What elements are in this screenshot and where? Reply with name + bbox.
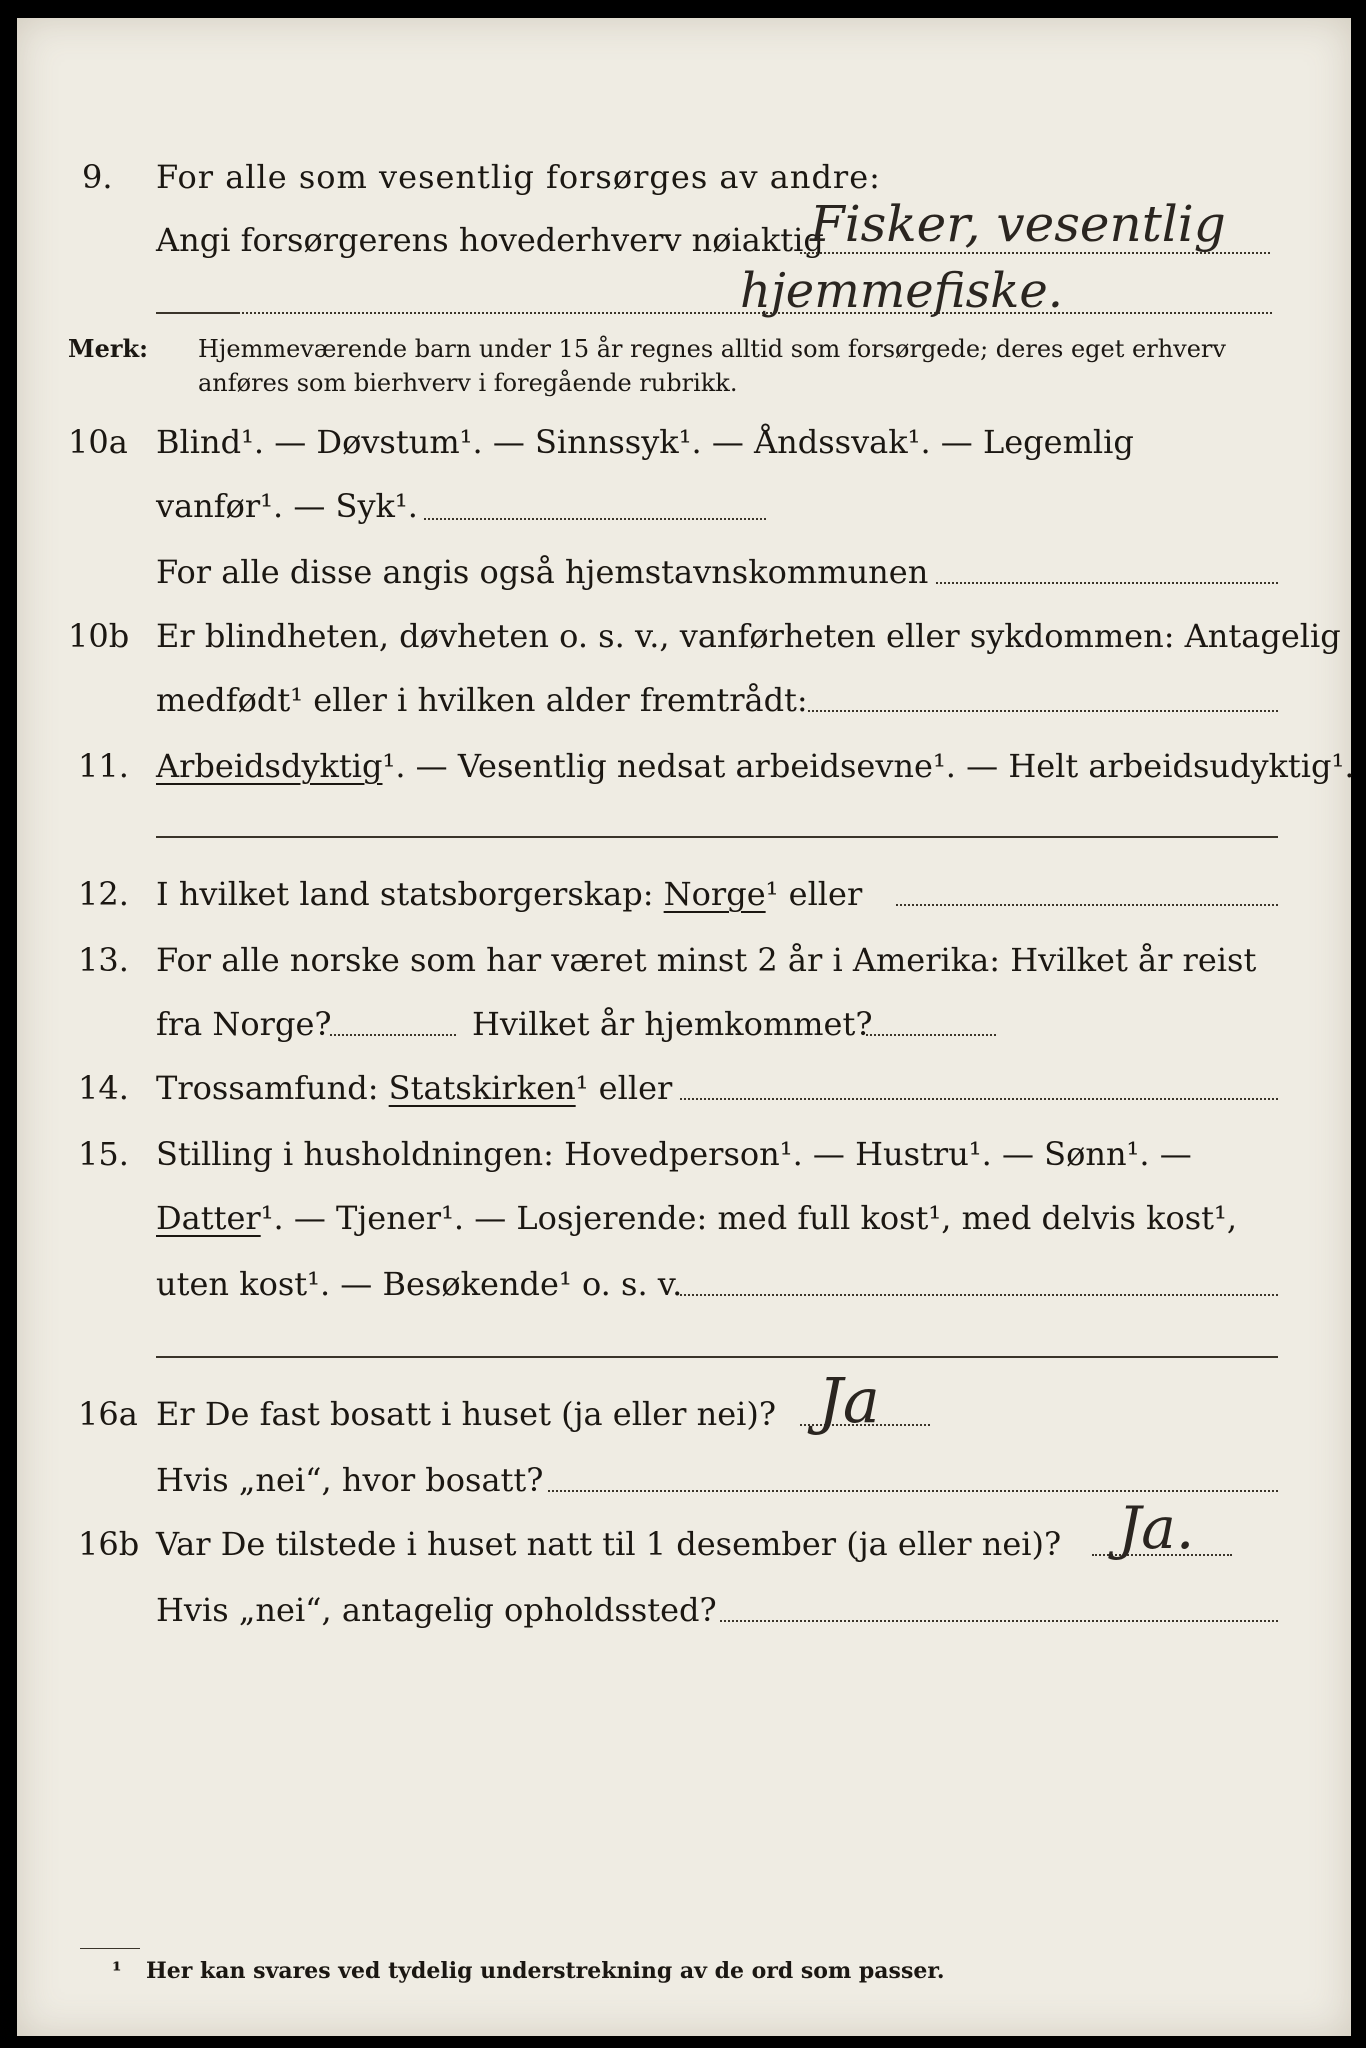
q16b-line2: Hvis „nei“, antagelig opholdssted? [156,1591,717,1629]
q16b-handwritten-answer: Ja. [1118,1494,1195,1562]
q15-line3: uten kost¹. — Besøkende¹ o. s. v. [156,1265,683,1303]
q9-line2: Angi forsørgerens hovederhverv nøiaktig [156,221,824,259]
q11-number: 11. [78,747,129,785]
q15-line1: Stilling i husholdningen: Hovedperson¹. — Hustru¹. — Sønn¹. — [156,1135,1192,1173]
q10a-number: 10a [68,423,128,461]
q10a-fill-line2 [424,518,766,520]
footnote-mark: ¹ [112,1958,122,1984]
q13-line2a: fra Norge? [156,1005,332,1043]
q16b-line1: Var De tilstede i huset natt til 1 desember (ja eller nei)? [156,1525,1062,1563]
q11-underlined-answer: Arbeidsdyktig [156,747,383,785]
q14-line [156,1068,672,1108]
q16a-line2: Hvis „nei“, hvor bosatt? [156,1461,544,1499]
q15-line2 [156,1198,1237,1238]
merk-label: Merk: [68,334,148,363]
q12-post: ¹ eller [765,875,863,913]
q16a-line1: Er De fast bosatt i huset (ja eller nei)? [156,1395,777,1433]
q14-number: 14. [78,1069,129,1107]
q10b-line2: medfødt¹ eller i hvilken alder fremtrådt: [156,681,808,719]
q16a-fill-line2 [548,1490,1278,1492]
q11-blank-rule [156,836,1278,838]
q13-number: 13. [78,941,129,979]
q9-number: 9. [82,158,113,196]
q15-line2-rest: ¹. — Tjener¹. — Losjerende: med full kost¹, med delvis kost¹, [260,1199,1238,1237]
q13-line1: For alle norske som har været minst 2 år i Amerika: Hvilket år reist [156,941,1257,979]
q12-number: 12. [78,875,129,913]
q16b-number: 16b [78,1525,140,1563]
q11-rest: ¹. — Vesentlig nedsat arbeidsevne¹. — Helt arbeidsudyktig¹. [382,747,1355,785]
q14-post: ¹ eller [575,1069,673,1107]
q14-question: Trossamfund: [156,1069,379,1107]
merk-line2: anføres som bierhverv i foregående rubrikk. [198,369,738,397]
q13-fill-hjemkommet [866,1034,996,1036]
q10b-fill-line2 [808,710,1278,712]
q12-underlined-answer: Norge [663,875,766,913]
q12-question: I hvilket land statsborgerskap: [156,875,654,913]
q12-fill [896,904,1278,906]
footnote-text: Her kan svares ved tydelig understrekning av de ord som passer. [146,1958,945,1984]
q16a-handwritten-answer: Ja [818,1364,880,1437]
footnote-rule [80,1948,140,1949]
q10b-number: 10b [68,617,130,655]
q10b-line1: Er blindheten, døvheten o. s. v., vanførheten eller sykdommen: Antagelig [156,617,1341,655]
q10a-line3: For alle disse angis også hjemstavnskommunen [156,553,929,591]
q10a-fill-line3 [936,582,1278,584]
q15-number: 15. [78,1135,129,1173]
q13-fill-reist [330,1034,456,1036]
q11-line [156,746,1355,786]
q9-handwritten-answer1: Fisker, vesentlig [810,195,1226,253]
q15-blank-rule [156,1356,1278,1358]
q9-handwritten-answer2: hjemmefiske. [740,263,1064,319]
q16b-fill-line2 [720,1620,1278,1622]
q16a-number: 16a [78,1395,138,1433]
q14-underlined-answer: Statskirken [388,1069,576,1107]
q10a-line2: vanfør¹. — Syk¹. [156,487,418,525]
merk-line1: Hjemmeværende barn under 15 år regnes alltid som forsørgede; deres eget erhverv [198,335,1226,363]
q13-line2b: Hvilket år hjemkommet? [472,1005,873,1043]
q15-underlined-answer: Datter [156,1199,261,1237]
q14-fill [680,1098,1278,1100]
q15-fill-line3 [680,1294,1278,1296]
q9-rule-start [156,312,238,314]
q12-line [156,874,862,914]
q9-line1: For alle som vesentlig forsørges av andre: [156,158,881,196]
q10a-line1: Blind¹. — Døvstum¹. — Sinnssyk¹. — Åndssvak¹. — Legemlig [156,423,1134,461]
